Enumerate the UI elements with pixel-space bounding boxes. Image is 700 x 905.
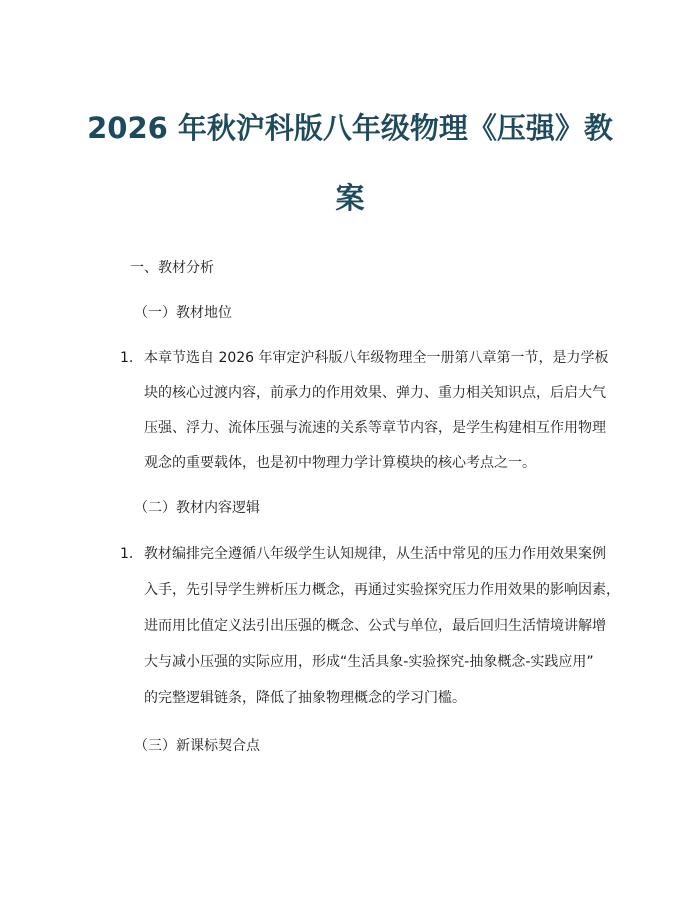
paragraph-textbook-position [120,346,620,486]
paragraph-line: 块的核心过渡内容，前承力的作用效果、弹力、重力相关知识点，后启大气 [144,385,606,401]
subsection-heading-curriculum-fit: （三）新课标契合点 [134,738,260,754]
paragraph-line: 的完整逻辑链条，降低了抽象物理概念的学习门槛。 [144,690,466,706]
paragraph-line: 教材编排完全遵循八年级学生认知规律，从生活中常见的压力作用效果案例 [144,546,606,562]
paragraph-line: 本章节选自 2026 年审定沪科版八年级物理全一册第八章第一节，是力学板 [144,350,609,366]
paragraph-content-logic [120,542,620,722]
list-number: 1. [120,350,134,366]
document-title-line-2: 案 [335,181,365,215]
paragraph-line: 观念的重要载体，也是初中物理力学计算模块的核心考点之一。 [144,455,536,471]
subsection-heading-content-logic: （二）教材内容逻辑 [134,500,260,516]
subsection-heading-textbook-position: （一）教材地位 [134,305,232,321]
paragraph-line: 进而用比值定义法引出压强的概念、公式与单位，最后回归生活情境讲解增 [144,618,606,634]
paragraph-line: 入手，先引导学生辨析压力概念，再通过实验探究压力作用效果的影响因素， [144,582,620,598]
document-title-line-1: 2026 年秋沪科版八年级物理《压强》教 [87,111,613,145]
list-number: 1. [120,546,134,562]
paragraph-line: 压强、浮力、流体压强与流速的关系等章节内容，是学生构建相互作用物理 [144,420,606,436]
section-heading-textbook-analysis: 一、教材分析 [130,260,214,276]
paragraph-line: 大与减小压强的实际应用，形成“生活具象-实验探究-抽象概念-实践应用” [144,654,594,670]
